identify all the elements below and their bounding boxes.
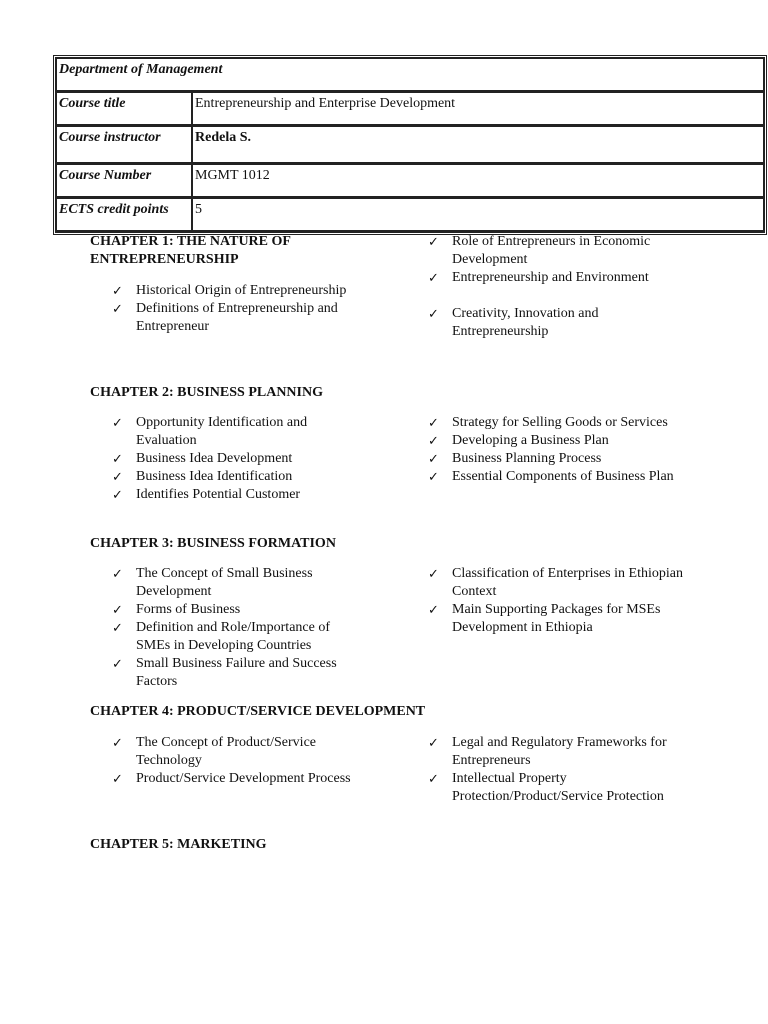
list-item: ✓ Business Idea Identification xyxy=(112,469,293,484)
list-item: ✓ Developing a Business Plan xyxy=(428,433,609,448)
list-item: ✓ The Concept of Product/Service Technology xyxy=(112,735,317,768)
checkmark-icon: ✓ xyxy=(112,301,123,316)
course-instructor-value: Redela S. xyxy=(192,126,764,164)
checkmark-icon: ✓ xyxy=(112,602,123,617)
checkmark-icon: ✓ xyxy=(112,566,123,581)
list-item: ✓ Identifies Potential Customer xyxy=(112,487,301,502)
list-item: ✓ Intellectual Property Protection/Product/Service Protection xyxy=(428,771,664,804)
list-item: ✓ The Concept of Small Business Development xyxy=(112,566,313,599)
checkmark-icon: ✓ xyxy=(112,469,123,484)
checkmark-icon: ✓ xyxy=(112,487,123,502)
course-title-label: Course title xyxy=(56,92,192,126)
chapter-1-title: CHAPTER 1: THE NATURE OF ENTREPRENEURSHIP xyxy=(90,234,291,267)
course-instructor-label: Course instructor xyxy=(56,126,192,164)
chapter-3-right-list xyxy=(428,565,688,637)
ects-label: ECTS credit points xyxy=(56,198,192,232)
list-item: ✓ Creativity, Innovation and Entrepreneurship xyxy=(428,306,599,339)
list-item: ✓ Definitions of Entrepreneurship and Entrepreneur xyxy=(112,301,338,334)
ects-value: 5 xyxy=(192,198,764,232)
chapter-4-title: CHAPTER 4: PRODUCT/SERVICE DEVELOPMENT xyxy=(90,704,426,719)
checkmark-icon: ✓ xyxy=(428,415,439,430)
checkmark-icon: ✓ xyxy=(428,306,439,321)
chapter-3-left-list xyxy=(112,565,362,691)
course-title-value: Entrepreneurship and Enterprise Development xyxy=(192,92,764,126)
list-item: ✓ Forms of Business xyxy=(112,602,241,617)
chapter-1-left-list xyxy=(112,282,362,336)
checkmark-icon: ✓ xyxy=(112,656,123,671)
checkmark-icon: ✓ xyxy=(112,735,123,750)
checkmark-icon: ✓ xyxy=(428,602,439,617)
chapter-2-left-list xyxy=(112,414,362,504)
checkmark-icon: ✓ xyxy=(428,451,439,466)
checkmark-icon: ✓ xyxy=(428,270,439,285)
checkmark-icon: ✓ xyxy=(112,415,123,430)
chapter-3-title: CHAPTER 3: BUSINESS FORMATION xyxy=(90,536,336,551)
checkmark-icon: ✓ xyxy=(428,234,439,249)
chapter-2-title: CHAPTER 2: BUSINESS PLANNING xyxy=(90,385,323,400)
list-item: ✓ Historical Origin of Entrepreneurship xyxy=(112,283,347,298)
list-item: ✓ Business Idea Development xyxy=(112,451,293,466)
chapter-4-right-list xyxy=(428,734,668,806)
list-item: ✓ Classification of Enterprises in Ethiopian Context xyxy=(428,566,683,599)
department-cell: Department of Management xyxy=(56,58,764,92)
chapter-5-title: CHAPTER 5: MARKETING xyxy=(90,837,267,852)
list-item: ✓ Business Planning Process xyxy=(428,451,602,466)
list-item: ✓ Small Business Failure and Success Factors xyxy=(112,656,337,689)
list-item: ✓ Essential Components of Business Plan xyxy=(428,469,674,484)
list-item: ✓ Opportunity Identification and Evaluation xyxy=(112,415,308,448)
list-item: ✓ Role of Entrepreneurs in Economic Development xyxy=(428,234,651,267)
checkmark-icon: ✓ xyxy=(112,620,123,635)
chapter-2-right-list xyxy=(428,414,688,486)
course-info-table xyxy=(53,55,767,235)
list-item: ✓ Product/Service Development Process xyxy=(112,771,351,786)
course-number-value: MGMT 1012 xyxy=(192,164,764,198)
list-item: ✓ Definition and Role/Importance of SMEs in Developing Countries xyxy=(112,620,330,653)
chapter-1-right-list xyxy=(428,233,688,341)
checkmark-icon: ✓ xyxy=(428,735,439,750)
checkmark-icon: ✓ xyxy=(112,451,123,466)
chapter-4-left-list xyxy=(112,734,362,788)
list-item: ✓ Legal and Regulatory Frameworks for Entrepreneurs xyxy=(428,735,667,768)
course-number-label: Course Number xyxy=(56,164,192,198)
checkmark-icon: ✓ xyxy=(112,771,123,786)
checkmark-icon: ✓ xyxy=(428,771,439,786)
checkmark-icon: ✓ xyxy=(428,433,439,448)
list-item: ✓ Strategy for Selling Goods or Services xyxy=(428,415,668,430)
list-item: ✓ Entrepreneurship and Environment xyxy=(428,270,649,285)
checkmark-icon: ✓ xyxy=(428,469,439,484)
checkmark-icon: ✓ xyxy=(112,283,123,298)
list-item: ✓ Main Supporting Packages for MSEs Development in Ethiopia xyxy=(428,602,661,635)
checkmark-icon: ✓ xyxy=(428,566,439,581)
